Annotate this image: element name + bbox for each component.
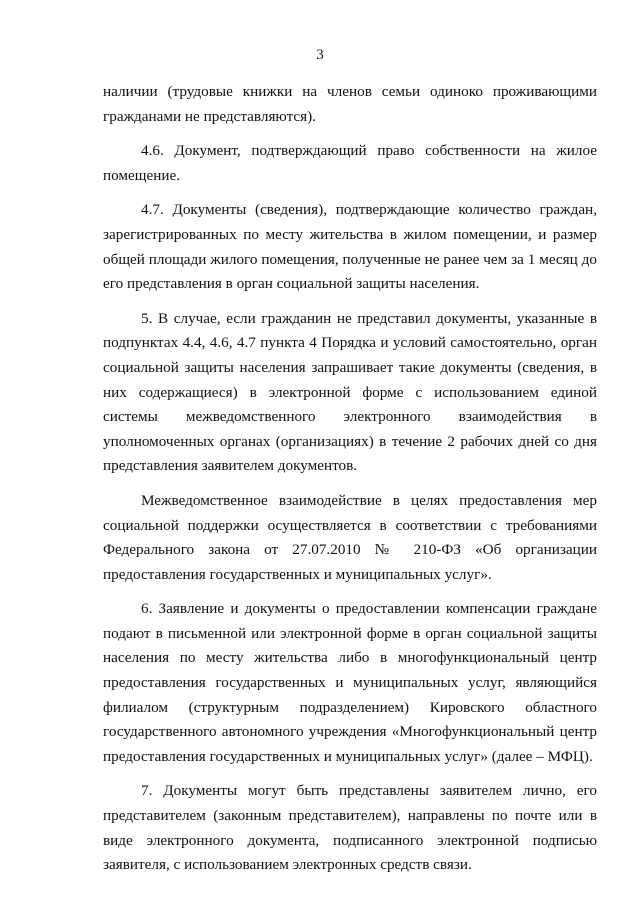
paragraph-4-6: 4.6. Документ, подтверждающий право собственности на жилое помещение. bbox=[103, 142, 597, 184]
paragraph-5: 5. В случае, если гражданин не представил документы, указанные в подпунктах 4.4, 4.6, 4.7 пункта 4 Порядка и условий самостоятельно, орган социальной защиты населения запрашивает такие документы (сведения, в них содержащиеся) в электронной форме с использованием единой системы межведомственного электронного взаимодействия в уполномоченных органах (организациях) в течение 2 рабочих дней со дня представления заявителем документов. bbox=[103, 309, 597, 475]
paragraph-6: 6. Заявление и документы о предоставлении компенсации граждане подают в письменной или электронной форме в орган социальной защиты населения по месту жительства либо в многофункциональный центр предоставления государственных и муниципальных услуг, являющийся филиалом (структурным подразделением) Кировского областного государственного автономного учреждения «Многофункциональный центр предоставления государственных и муниципальных услуг» (далее – МФЦ). bbox=[103, 600, 597, 765]
paragraph-continuation: наличии (трудовые книжки на членов семьи одиноко проживающими гражданами не представляются). bbox=[103, 83, 597, 125]
paragraph-7: 7. Документы могут быть представлены заявителем лично, его представителем (законным представителем), направлены по почте или в виде электронного документа, подписанного электронной подписью заявителя, с использованием электронных средств связи. bbox=[103, 782, 597, 874]
paragraph-4-7: 4.7. Документы (сведения), подтверждающие количество граждан, зарегистрированных по месту жительства в жилом помещении, и размер общей площади жилого помещения, полученные не ранее чем за 1 месяц до его представления в орган социальной защиты населения. bbox=[103, 201, 597, 293]
page-number: 3 bbox=[316, 47, 324, 63]
document-body bbox=[103, 80, 597, 888]
paragraph-interagency: Межведомственное взаимодействие в целях предоставления мер социальной поддержки осуществляется в соответствии с требованиями Федерального закона от 27.07.2010 № 210-ФЗ «Об организации предоставления государственных и муниципальных услуг». bbox=[103, 491, 597, 583]
